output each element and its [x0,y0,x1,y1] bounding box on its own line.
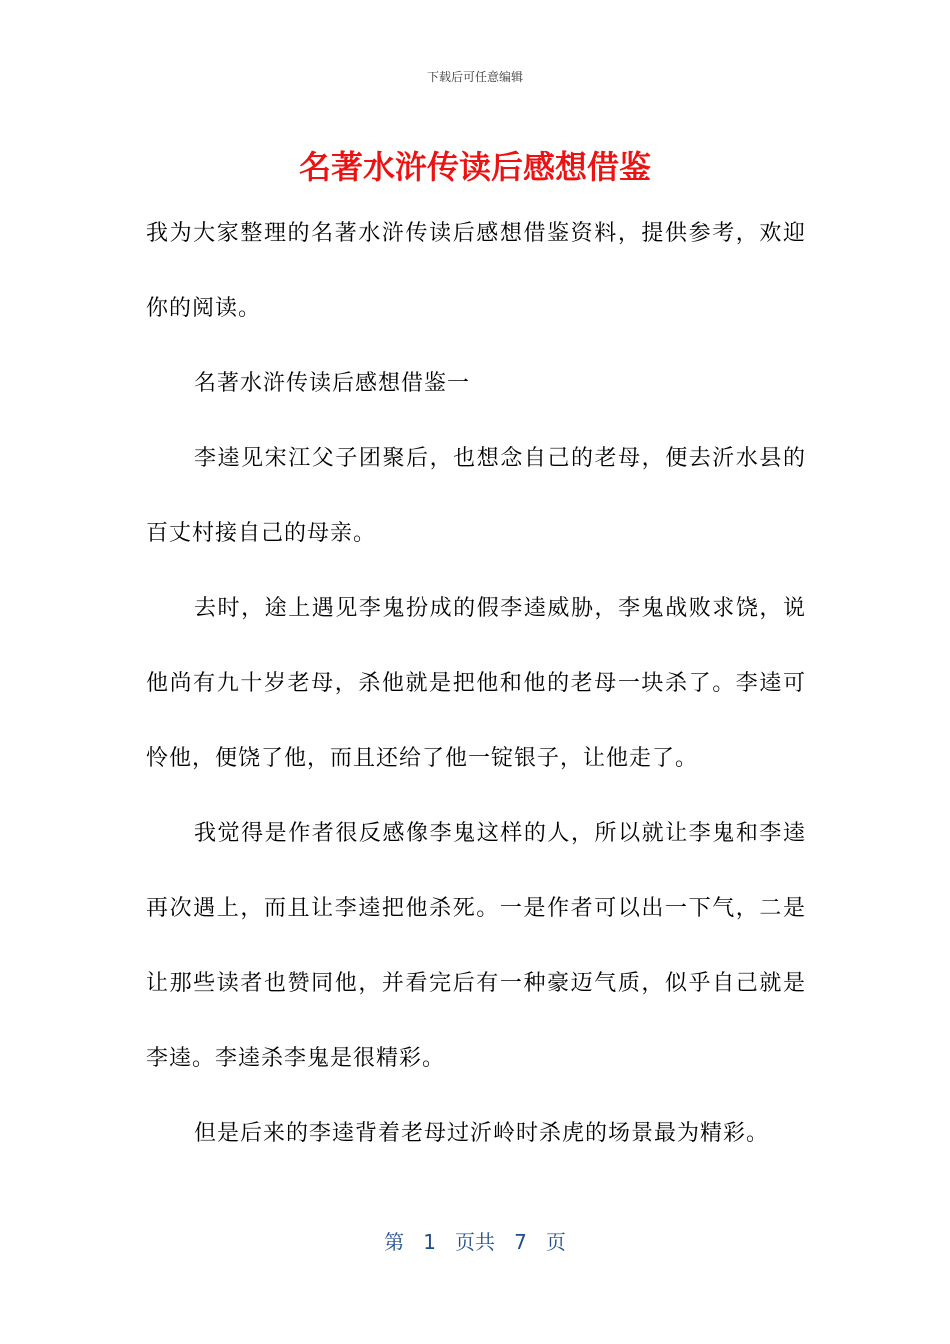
intro-paragraph: 我为大家整理的名著水浒传读后感想借鉴资料，提供参考，欢迎你的阅读。 [146,221,806,321]
page-footer [0,1226,950,1255]
document-body [146,196,806,1171]
body-paragraph: 但是后来的李逵背着老母过沂岭时杀虎的场景最为精彩。 [194,1121,770,1146]
document-title: 名著水浒传读后感想借鉴 [298,148,651,186]
page-label-mid: 页共 [455,1230,495,1254]
body-paragraph: 李逵见宋江父子团聚后，也想念自己的老母，便去沂水县的百丈村接自己的母亲。 [146,446,806,546]
current-page-number: 1 [423,1230,436,1254]
body-paragraph: 去时，途上遇见李鬼扮成的假李逵威胁，李鬼战败求饶，说他尚有九十岁老母，杀他就是把他和他的老母一块杀了。李逵可怜他，便饶了他，而且还给了他一锭银子，让他走了。 [146,596,806,771]
total-pages-number: 7 [514,1230,527,1254]
body-paragraph: 我觉得是作者很反感像李鬼这样的人，所以就让李鬼和李逵再次遇上，而且让李逵把他杀死。一是作者可以出一下气，二是让那些读者也赞同他，并看完后有一种豪迈气质，似乎自己就是李逵。李逵杀李鬼是很精彩。 [146,821,806,1071]
page-label-prefix: 第 [384,1230,405,1254]
page-label-suffix: 页 [545,1230,566,1254]
section-heading: 名著水浒传读后感想借鉴一 [194,371,471,396]
header-note: 下载后可任意编辑 [426,70,523,84]
